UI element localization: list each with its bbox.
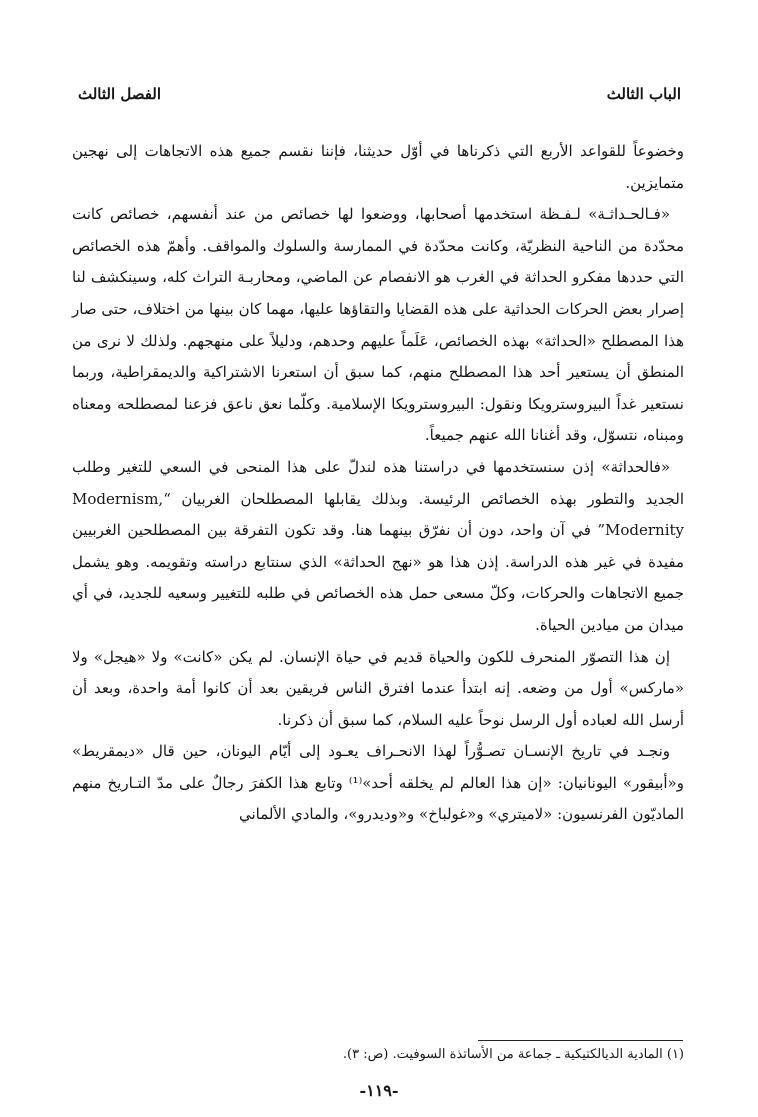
paragraph-5: ونجـد في تاريخ الإنسـان تصـوُّراً لهذا الانحـراف يعـود إلى أيّام اليونان، حين قال «ديمقريط» و«أبيقور» اليونانيان: «إن هذا العالم لم يخلقه أحد»⁽¹⁾ وتابع هذا الكفرَ رجالٌ على مدّ التـاريخ منهم الماديّون الفرنسيون: «لاميتري» و«غولباخ» و«وديدرو»، والمادي الألماني: [72, 742, 684, 824]
paragraph-3: «فالحداثة» إذن سنستخدمها في دراستنا هذه لندلّ على هذا المنحى في السعي للتغير وطلب الجديد والتطور بهذه الخصائص الرئيسة. وبذلك يقابلها المصطلحان الغربيان “Modernism, Modernity” في آن واحد، دون أن نفرّق بينهما هنا. وقد تكون التفرقة بين المصطلحين الغربيين مفيدة في غير هذه الدراسة. إذن هذا هو «نهج الحداثة» الذي سنتابع دراسته وتقويمه. وهو يشمل جميع الاتجاهات والحركات، وكلّ مسعى حمل هذه الخصائص في طلبه للتغيير وسعيه للجديد، في أي ميدان من ميادين الحياة.: [72, 457, 684, 634]
part-title: الباب الثالث: [606, 85, 681, 103]
footnote-divider: [478, 1040, 683, 1041]
paragraph-4: إن هذا التصوّر المنحرف للكون والحياة قديم في حياة الإنسان. لم يكن «كانت» ولا «هيجل» ولا «ماركس» أول من وضعه. إنه ابتدأ عندما افترق الناس فريقين بعد أن كانوا أمة واحدة، وبعد أن أرسل الله لعباده أول الرسل نوحاً عليه السلام، كما سبق أن ذكرنا.: [72, 647, 684, 729]
paragraph-2: «فـالحـداثـة» لـفـظة استخدمها أصحابها، ووضعوا لها خصائص من عند أنفسهم، خصائص كانت محدّدة من الناحية النظريّة، وكانت محدّدة في الممارسة والسلوك والمواقف. وأهمّ هذه الخصائص التي حددها مفكرو الحداثة في الغرب هو الانفصام عن الماضي، ومحاربـة التراث كله، وسينكشف لنا إصرار بعض الحركات الحداثية على هذه القضايا والتقاؤها عليها، مهما كان بينها من اختلاف، حتى صار هذا المصطلح «الحداثة» بهذه الخصائص، عَلَماً عليهم وحدهم، ودليلاً على منهجهم. ولذلك لا نرى من المنطق أن يستعير أحد هذا المصطلح منهم، كما سبق أن استعرنا الاشتراكية والديمقراطية، وربما نستعير غداً البيروسترويكا ونقول: البيروسترويكا الإسلامية. وكلّما نعق ناعق فزعنا لمصطلحه ومعناه ومبناه، نتسوّل، وقد أغنانا الله عنهم جميعاً.: [72, 205, 684, 445]
page-number: -١١٩-: [359, 1081, 399, 1100]
chapter-title: الفصل الثالث: [78, 85, 162, 103]
paragraph-1: وخضوعاً للقواعد الأربع التي ذكرناها في أوّل حديثنا، فإننا نقسم جميع هذه الاتجاهات إلى نهجين متمايزين.: [72, 142, 684, 192]
footnote: (١) المادية الديالكتيكية ـ جماعة من الأساتذة السوفيت. (ص: ٣).: [342, 1047, 684, 1062]
body-text: [72, 136, 684, 831]
running-header: [78, 84, 681, 106]
